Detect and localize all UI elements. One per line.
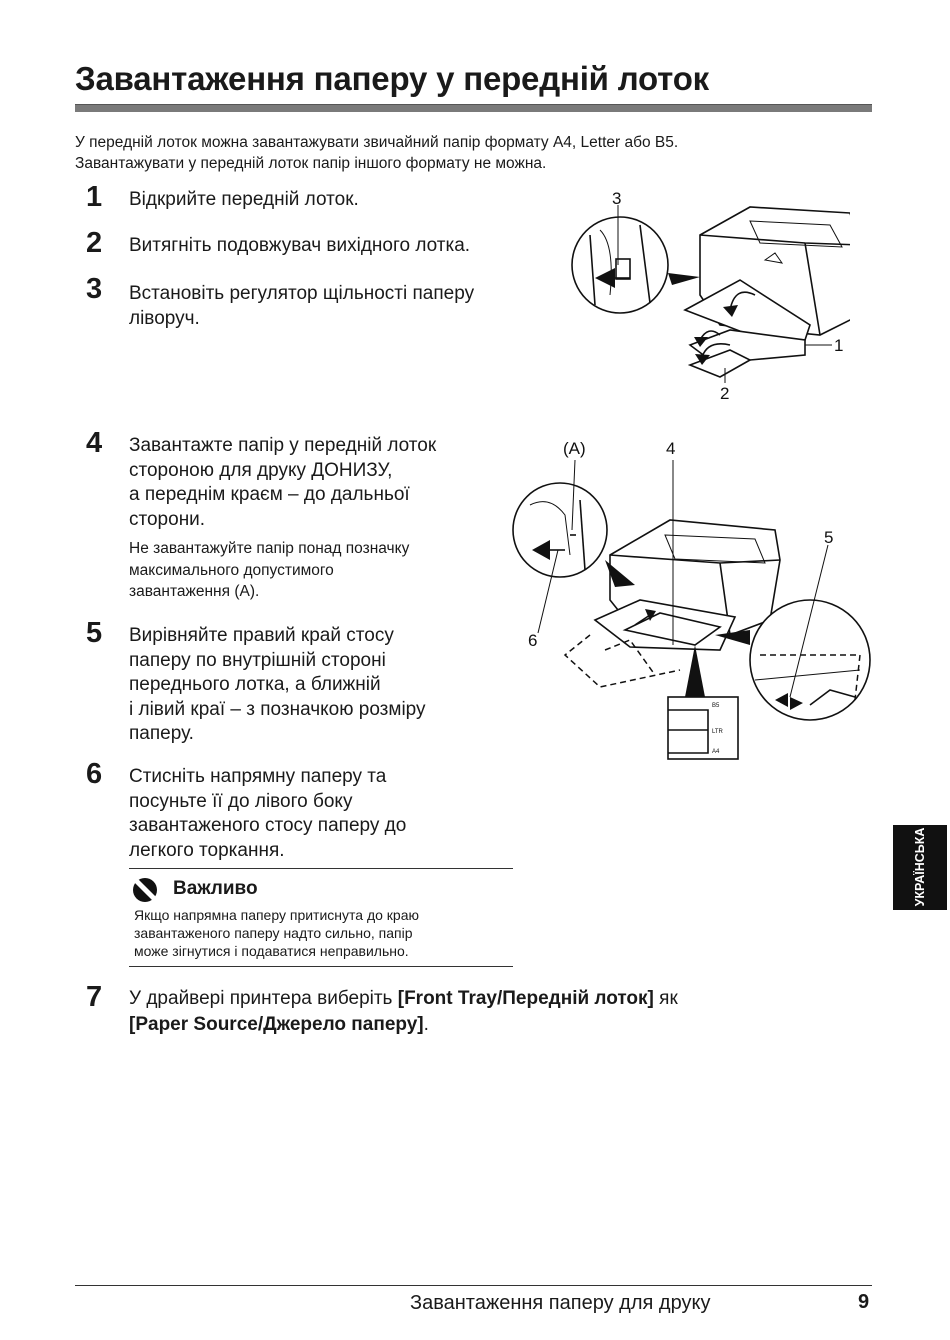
step-line: Вирівняйте правий край стосу (129, 625, 394, 646)
step-line: паперу по внутрішній стороні (129, 649, 386, 671)
step-line: ліворуч. (129, 307, 200, 329)
important-bottom-rule (129, 966, 513, 967)
footer-section-title: Завантаження паперу для друку (410, 1292, 711, 1314)
important-line: може зігнутися і подаватися неправильно. (134, 943, 409, 959)
callout-5: 5 (824, 528, 834, 547)
size-mark-a4: A4 (712, 749, 720, 755)
callout-6: 6 (528, 631, 538, 650)
step-line: стороною для друку ДОНИЗУ, (129, 459, 393, 481)
page-number: 9 (858, 1291, 870, 1313)
step-1-text (129, 188, 359, 213)
page-title: Завантаження паперу у передній лоток (75, 60, 709, 97)
step-line: переднього лотка, а ближній (129, 674, 381, 695)
intro-paragraph (75, 132, 835, 174)
step-line: Встановіть регулятор щільності паперу (129, 283, 475, 304)
important-line: завантаженого паперу надто сильно, папір (134, 925, 413, 941)
step7-bold-paper-source: [Paper Source/Джерело паперу] (129, 1014, 424, 1035)
step-5-number: 5 (86, 617, 103, 649)
step-line: завантаженого стосу паперу до (129, 815, 407, 836)
step-2-number: 2 (86, 227, 103, 259)
callout-2: 2 (720, 384, 730, 403)
intro-line: Завантажувати у передній лоток папір іншого формату не можна. (75, 155, 547, 172)
step-line: а переднім краєм – до дальньої (129, 484, 410, 505)
step-5-text (129, 624, 426, 747)
callout-1: 1 (834, 336, 844, 355)
language-tab-label: УКРАЇНСЬКА (913, 827, 927, 907)
step7-mid: як (653, 988, 678, 1009)
step-line: паперу. (129, 723, 194, 744)
step-1-number: 1 (86, 181, 103, 213)
callout-3: 3 (612, 189, 622, 208)
important-top-rule (129, 868, 513, 869)
important-text (134, 906, 419, 960)
note-line: завантаження (A). (129, 583, 260, 600)
step-4-number: 4 (86, 427, 103, 459)
size-mark-b5: B5 (712, 703, 720, 709)
step-6-text (129, 765, 406, 863)
intro-line: У передній лоток можна завантажувати звичайний папір формату A4, Letter або B5. (75, 134, 679, 151)
step-7-text (129, 986, 678, 1038)
title-underline (75, 104, 872, 112)
figure-open-front-tray (560, 185, 850, 410)
step7-pre: У драйвері принтера виберіть (129, 988, 398, 1009)
step-line: посуньте її до лівого боку (129, 790, 353, 812)
step-2-text (129, 234, 470, 259)
step-4-text (129, 434, 436, 532)
prohibited-icon (133, 878, 157, 902)
important-title: Важливо (173, 878, 258, 899)
step7-post: . (423, 1014, 429, 1035)
step-line: сторони. (129, 508, 206, 530)
step-line: Завантажте папір у передній лоток (129, 435, 437, 456)
figure-load-paper (510, 435, 880, 775)
important-line: Якщо напрямна паперу притиснута до краю (134, 907, 419, 923)
callout-a: (A) (563, 439, 586, 458)
step7-bold-front-tray: [Front Tray/Передній лоток] (397, 988, 654, 1009)
step-line: легкого торкання. (129, 839, 285, 861)
step-line: Відкрийте передній лоток. (129, 189, 359, 210)
step-3-text (129, 282, 474, 331)
step-line: і лівий краї – з позначкою розміру (129, 698, 426, 720)
language-tab (893, 825, 947, 910)
step-line: Стисніть напрямну паперу та (129, 766, 387, 787)
note-line: Не завантажуйте папір понад позначку (129, 540, 410, 557)
step-4-note (129, 538, 409, 603)
note-line: максимального допустимого (129, 561, 334, 579)
step-6-number: 6 (86, 758, 103, 790)
size-mark-ltr: LTR (712, 729, 723, 735)
callout-4: 4 (666, 439, 676, 458)
step-3-number: 3 (86, 273, 103, 305)
step-7-number: 7 (86, 981, 103, 1013)
footer-rule (75, 1285, 872, 1286)
step-line: Витягніть подовжувач вихідного лотка. (129, 235, 471, 256)
